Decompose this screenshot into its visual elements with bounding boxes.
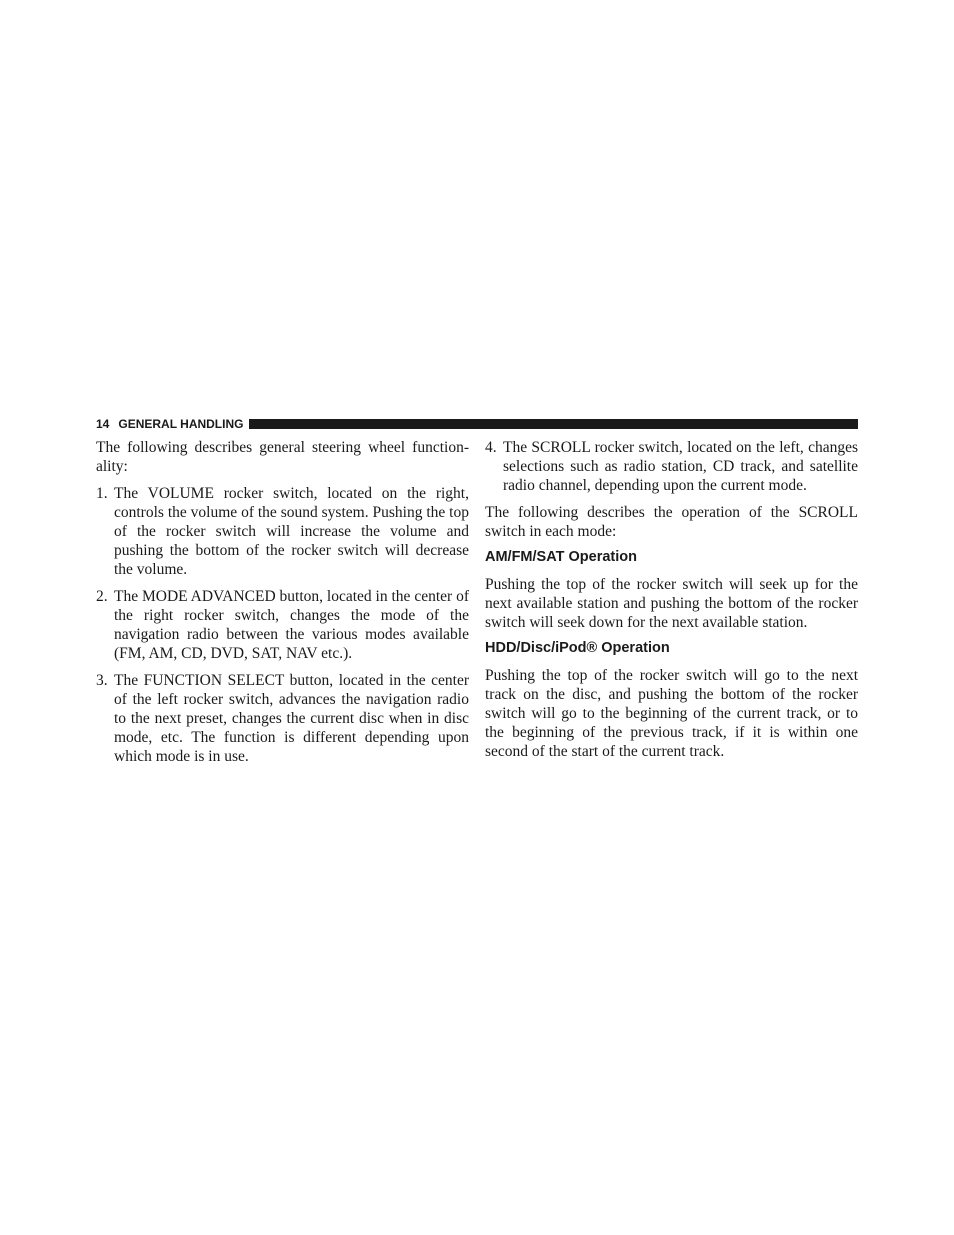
list-text: The VOLUME rocker switch, located on the right, controls the volume of the sound system. Pushing the top of the rocker switch will increase the volume and pushing the bottom of the rocker switch will decrease the volume. <box>114 485 469 578</box>
hdd-paragraph: Pushing the top of the rocker switch will go to the next track on the disc, and pushing the bottom of the rocker switch will go to the beginning of the current track, or to the beginning of the previous track, if it is within one second of the start of the current track. <box>485 667 858 760</box>
amfm-paragraph: Pushing the top of the rocker switch will seek up for the next available station and pushing the bottom of the rocker switch will seek down for the next available station. <box>485 576 858 631</box>
list-number: 4. <box>485 439 497 456</box>
page-number: 14 <box>96 417 110 431</box>
scroll-intro-paragraph: The following describes the operation of the SCROLL switch in each mode: <box>485 504 858 540</box>
list-item-4 <box>485 438 858 495</box>
list-item-2 <box>96 587 469 663</box>
list-item-3 <box>96 671 469 766</box>
list-text: The FUNCTION SELECT button, located in the center of the left rocker switch, advances the navigation radio to the next preset, changes the current disc when in disc mode, etc. The function is different depending upon which mode is in use. <box>114 672 469 765</box>
list-number: 3. <box>96 672 108 689</box>
list-text: The SCROLL rocker switch, located on the left, changes selections such as radio station, CD track, and satellite radio channel, depending upon the current mode. <box>503 439 858 494</box>
right-column <box>485 438 858 761</box>
hdd-heading: HDD/Disc/iPod® Operation <box>485 640 670 656</box>
list-number: 1. <box>96 485 108 502</box>
page-header <box>96 417 858 431</box>
list-number: 2. <box>96 588 108 605</box>
list-text: The MODE ADVANCED button, located in the center of the right rocker switch, changes the mode of the navigation radio between the various modes available (FM, AM, CD, DVD, SAT, NAV etc.). <box>114 588 469 662</box>
left-column <box>96 438 469 774</box>
intro-paragraph: The following describes general steering wheel function-ality: <box>96 439 469 475</box>
amfm-heading: AM/FM/SAT Operation <box>485 549 637 565</box>
list-item-1 <box>96 484 469 579</box>
section-title: GENERAL HANDLING <box>118 417 244 431</box>
header-rule-bar <box>249 419 858 429</box>
